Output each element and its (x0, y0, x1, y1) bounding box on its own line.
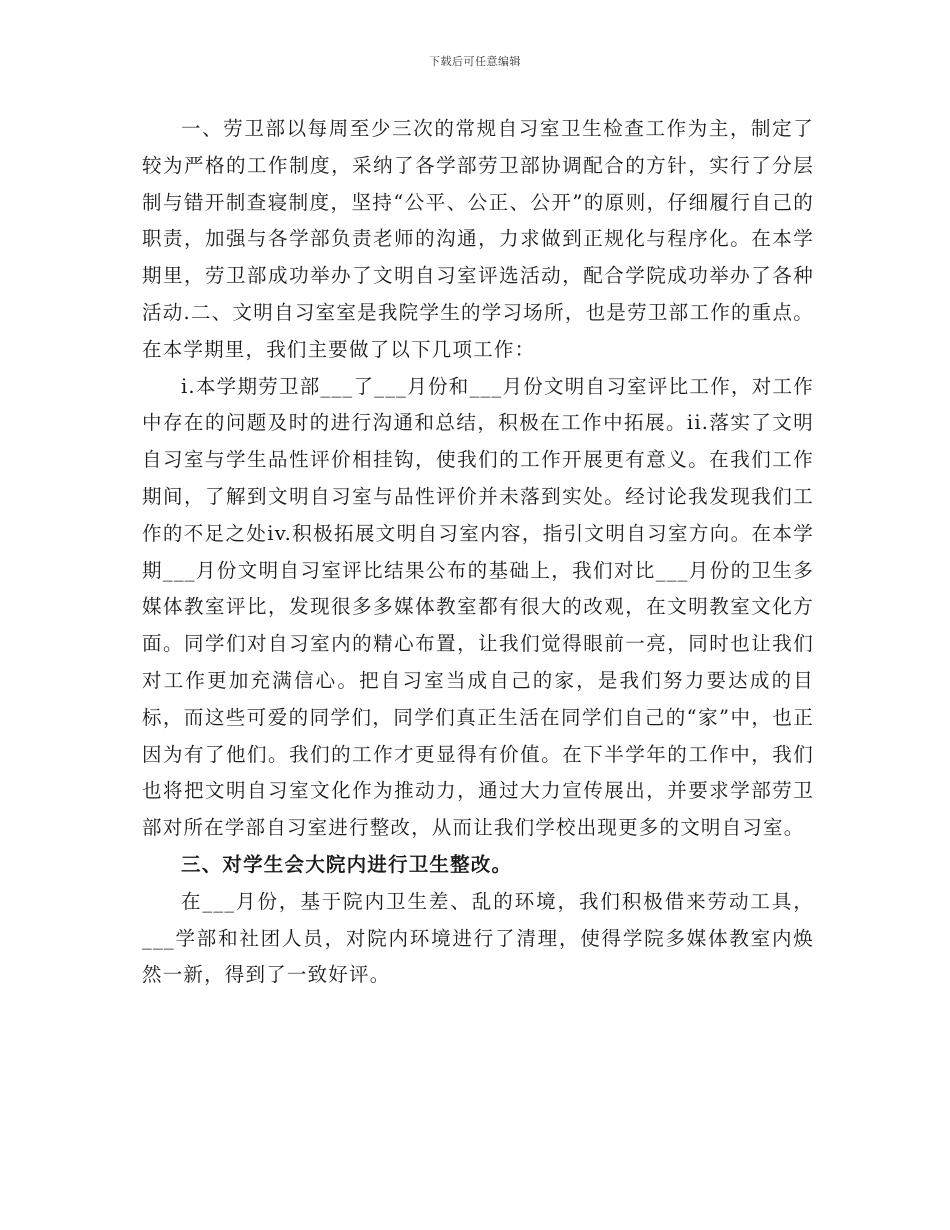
header-note: 下载后可任意编辑 (429, 55, 521, 68)
paragraph-1: 一、劳卫部以每周至少三次的常规自习室卫生检查工作为主，制定了较为严格的工作制度，采纳了各学部劳卫部协调配合的方针，实行了分层制与错开制查寝制度，坚持“公平、公正、公开”的原则，仔细履行自己的职责，加强与各学部负责老师的沟通，力求做到正规化与程序化。在本学期里，劳卫部成功举办了文明自习室评选活动，配合学院成功举办了各种活动.二、文明自习室室是我院学生的学习场所，也是劳卫部工作的重点。在本学期里，我们主要做了以下几项工作： (142, 117, 814, 361)
paragraph-3: 在___月份，基于院内卫生差、乱的环境，我们积极借来劳动工具，___学部和社团人员，对院内环境进行了清理，使得学院多媒体教室内焕然一新，得到了一致好评。 (142, 889, 814, 987)
document-body (142, 111, 814, 994)
paragraph-2: i.本学期劳卫部___了___月份和___月份文明自习室评比工作，对工作中存在的问题及时的进行沟通和总结，积极在工作中拓展。ii.落实了文明自习室与学生品性评价相挂钩，使我们的工作开展更有意义。在我们工作期间，了解到文明自习室与品性评价并未落到实处。经讨论我发现我们工作的不足之处iv.积极拓展文明自习室内容，指引文明自习室方向。在本学期___月份文明自习室评比结果公布的基础上，我们对比___月份的卫生多媒体教室评比，发现很多多媒体教室都有很大的改观，在文明教室文化方面。同学们对自习室内的精心布置，让我们觉得眼前一亮，同时也让我们对工作更加充满信心。把自习室当成自己的家，是我们努力要达成的目标，而这些可爱的同学们，同学们真正生活在同学们自己的“家”中，也正因为有了他们。我们的工作才更显得有价值。在下半学年的工作中，我们也将把文明自习室文化作为推动力，通过大力宣传展出，并要求学部劳卫部对所在学部自习室进行整改，从而让我们学校出现更多的文明自习室。 (142, 374, 814, 840)
section-heading: 三、对学生会大院内进行卫生整改。 (181, 852, 513, 876)
